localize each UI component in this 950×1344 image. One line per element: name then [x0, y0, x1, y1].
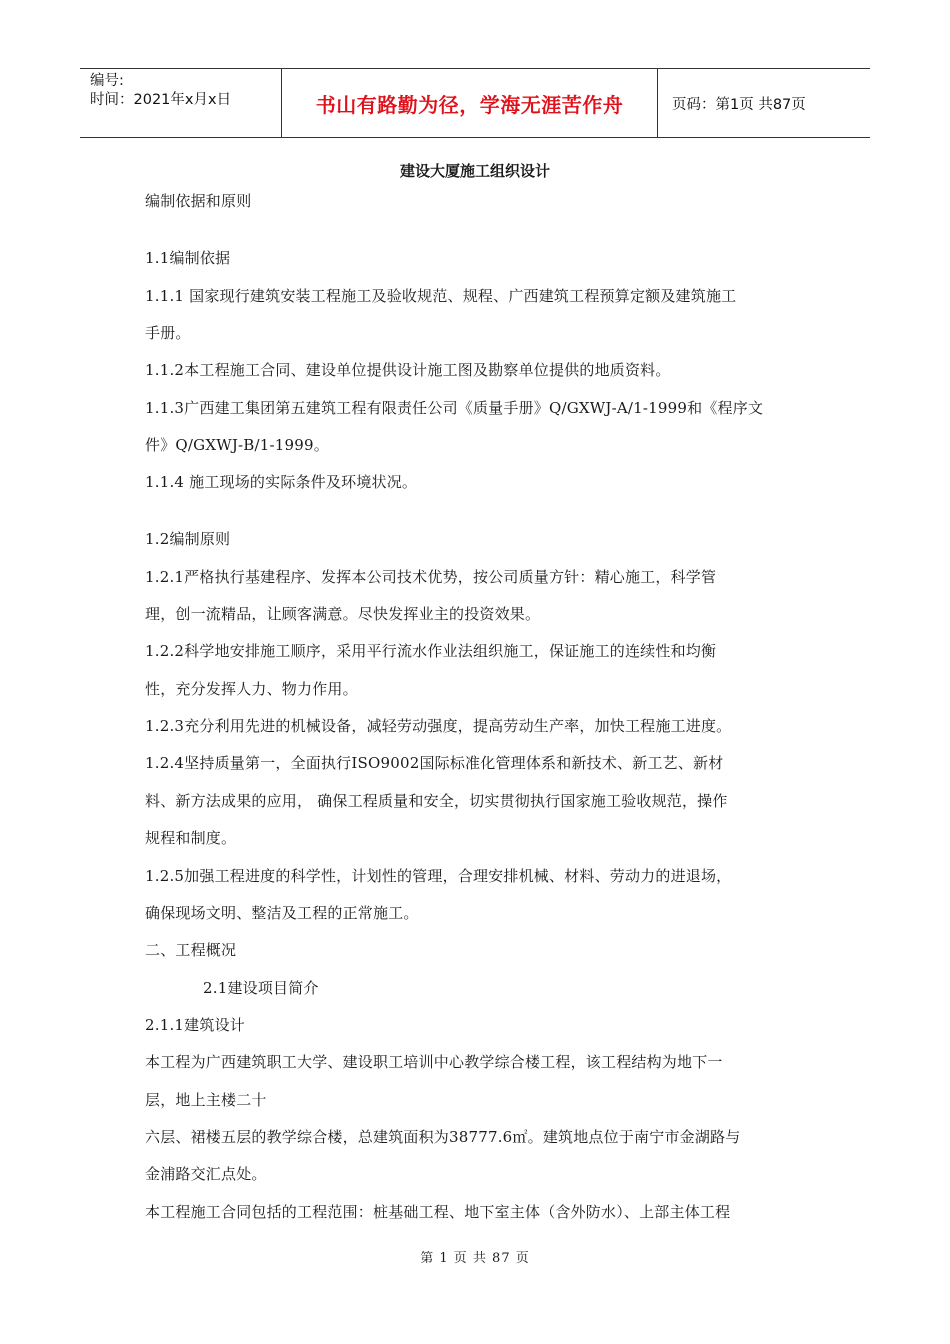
- text-line: 1.2.3充分利用先进的机械设备，减轻劳动强度，提高劳动生产率，加快工程施工进度。: [145, 717, 732, 735]
- header-motto: 书山有路勤为径，学海无涯苦作舟: [282, 69, 658, 137]
- text-line: 性，充分发挥人力、物力作用。: [145, 680, 358, 698]
- header-meta: [80, 69, 282, 137]
- text-line: 1.1.3广西建工集团第五建筑工程有限责任公司《质量手册》Q/GXWJ-A/1-1999和《程序文: [145, 399, 764, 417]
- text-line: 1.2.1严格执行基建程序、发挥本公司技术优势，按公司质量方针：精心施工，科学管: [145, 568, 717, 586]
- document-number-label: 编号:: [90, 73, 124, 89]
- text-line: 编制依据和原则: [145, 192, 252, 210]
- text-line: 手册。: [145, 324, 191, 342]
- text-line: 1.1编制依据: [145, 249, 231, 267]
- text-line: 金浦路交汇点处。: [145, 1165, 267, 1183]
- page-header: [80, 68, 870, 138]
- text-line: 确保现场文明、整洁及工程的正常施工。: [145, 904, 419, 922]
- text-line: 2.1.1建筑设计: [145, 1016, 245, 1034]
- page-footer: 第 1 页 共 87 页: [420, 1251, 530, 1266]
- text-line: 规程和制度。: [145, 829, 237, 847]
- text-line: 1.1.4 施工现场的实际条件及环境状况。: [145, 473, 418, 491]
- document-title: 建设大厦施工组织设计: [399, 162, 550, 180]
- header-page-info: 页码：第1页 共87页: [672, 96, 806, 113]
- text-line: 层，地上主楼二十: [145, 1091, 267, 1109]
- text-line: 1.1.1 国家现行建筑安装工程施工及验收规范、规程、广西建筑工程预算定额及建筑施工: [145, 287, 737, 305]
- section-heading: 二、工程概况: [145, 941, 237, 959]
- text-line: 本工程施工合同包括的工程范围：桩基础工程、地下室主体（含外防水）、上部主体工程: [145, 1203, 731, 1221]
- text-line: 六层、裙楼五层的教学综合楼，总建筑面积为38777.6㎡。建筑地点位于南宁市金湖路与: [145, 1128, 741, 1146]
- text-line: 1.2编制原则: [145, 530, 231, 548]
- text-line: 1.2.2科学地安排施工顺序，采用平行流水作业法组织施工，保证施工的连续性和均衡: [145, 642, 717, 660]
- text-line: 1.1.2本工程施工合同、建设单位提供设计施工图及勘察单位提供的地质资料。: [145, 361, 671, 379]
- text-line: 件》Q/GXWJ-B/1-1999。: [145, 436, 329, 454]
- text-line: 本工程为广西建筑职工大学、建设职工培训中心教学综合楼工程，该工程结构为地下一: [145, 1053, 723, 1071]
- document-time-label: 时间：2021年x月x日: [90, 92, 232, 108]
- text-line: 1.2.4坚持质量第一，全面执行ISO9002国际标准化管理体系和新技术、新工艺、新材: [145, 754, 724, 772]
- text-line: 理，创一流精品，让顾客满意。尽快发挥业主的投资效果。: [145, 605, 541, 623]
- text-line: 料、新方法成果的应用， 确保工程质量和安全，切实贯彻执行国家施工验收规范，操作: [145, 792, 728, 810]
- text-line: 1.2.5加强工程进度的科学性，计划性的管理，合理安排机械、材料、劳动力的进退场，: [145, 867, 732, 885]
- subsection-heading: 2.1建设项目简介: [203, 979, 319, 997]
